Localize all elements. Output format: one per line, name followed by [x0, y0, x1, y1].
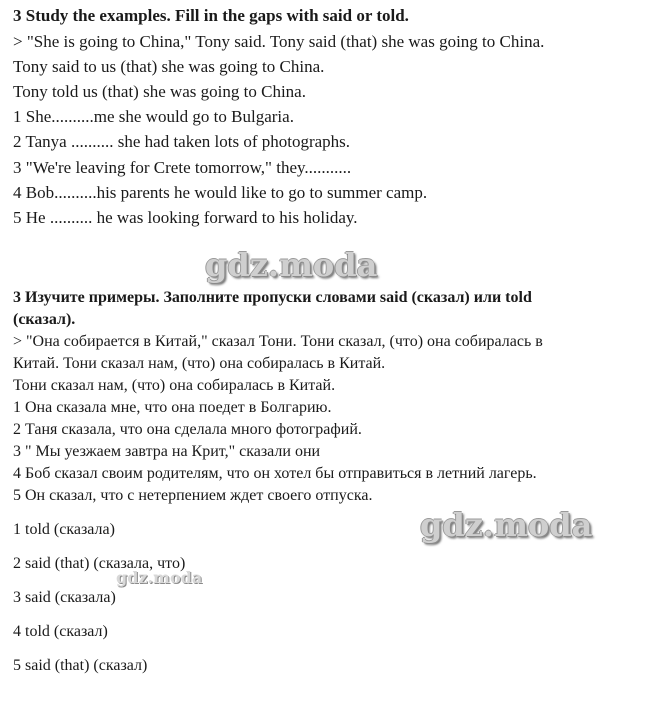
- example-line: Tony said to us (that) she was going to China.: [13, 57, 325, 76]
- task-item-5: 5 He .......... he was looking forward to his holiday.: [13, 208, 358, 227]
- task-item-1: 1 She..........me she would go to Bulgaria.: [13, 107, 294, 126]
- translation-item-5: 5 Он сказал, что с нетерпением ждет своего отпуска.: [13, 487, 373, 504]
- answer-item-1: 1 told (сказала): [13, 521, 115, 538]
- example-line: Tony told us (that) she was going to China.: [13, 82, 306, 101]
- exercise-title-en: 3 Study the examples. Fill in the gaps with said or told.: [13, 6, 409, 25]
- translation-item-2: 2 Таня сказала, что она сделала много фотографий.: [13, 421, 362, 438]
- watermark-logo-small: gdz.moda: [116, 568, 203, 587]
- exercise-title-ru: 3 Изучите примеры. Заполните пропуски словами said (сказал) или told: [13, 289, 532, 306]
- answer-item-4: 4 told (сказал): [13, 623, 108, 640]
- example-line-ru: Китай. Тони сказал нам, (что) она собиралась в Китай.: [13, 355, 386, 372]
- example-line: > "She is going to China," Tony said. Tony said (that) she was going to China.: [13, 32, 545, 51]
- answer-item-3: 3 said (сказала): [13, 589, 116, 606]
- watermark-logo: gdz.moda: [420, 506, 593, 544]
- example-line-ru: Тони сказал нам, (что) она собиралась в Китай.: [13, 377, 336, 394]
- translation-item-3: 3 " Мы уезжаем завтра на Крит," сказали они: [13, 443, 321, 460]
- example-line-ru: > "Она собирается в Китай," сказал Тони. Тони сказал, (что) она собиралась в: [13, 333, 543, 350]
- watermark-logo: gdz.moda: [205, 246, 378, 284]
- translation-item-4: 4 Боб сказал своим родителям, что он хотел бы отправиться в летний лагерь.: [13, 465, 537, 482]
- task-item-4: 4 Bob..........his parents he would like to go to summer camp.: [13, 183, 428, 202]
- task-item-2: 2 Tanya .......... she had taken lots of photographs.: [13, 132, 351, 151]
- translation-item-1: 1 Она сказала мне, что она поедет в Болгарию.: [13, 399, 332, 416]
- task-item-3: 3 "We're leaving for Crete tomorrow," they...........: [13, 158, 352, 177]
- exercise-title-ru-cont: (сказал).: [13, 311, 76, 328]
- answer-item-2: 2 said (that) (сказала, что): [13, 555, 186, 572]
- answer-item-5: 5 said (that) (сказал): [13, 657, 148, 674]
